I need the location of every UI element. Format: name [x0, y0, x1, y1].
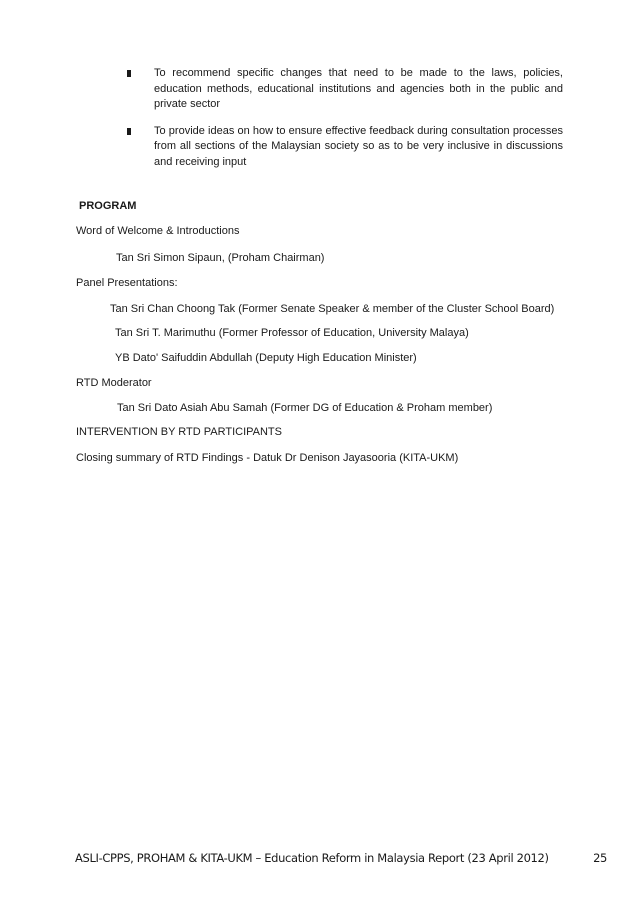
closing-item: Closing summary of RTD Findings - Datuk Dr Denison Jayasooria (KITA-UKM) [76, 452, 459, 464]
footer-text: ASLI-CPPS, PROHAM & KITA-UKM – Education Reform in Malaysia Report (23 April 2012) [75, 851, 549, 865]
objectives-list [123, 66, 563, 181]
objective-text: To provide ideas on how to ensure effective feedback during consultation processes from all sections of the Malaysian society so as to be very inclusive in discussions and receiving input [154, 124, 563, 168]
moderator-name: Tan Sri Dato Asiah Abu Samah (Former DG of Education & Proham member) [117, 402, 493, 414]
panelist: YB Dato' Saifuddin Abdullah (Deputy High Education Minister) [115, 352, 417, 364]
square-bullet-icon [127, 128, 131, 135]
panelist: Tan Sri T. Marimuthu (Former Professor of Education, University Malaya) [115, 327, 469, 339]
page-number: 25 [593, 851, 607, 865]
page-footer [75, 851, 607, 865]
panelist: Tan Sri Chan Choong Tak (Former Senate Speaker & member of the Cluster School Board) [110, 303, 555, 315]
program-heading: PROGRAM [79, 200, 137, 212]
list-item [123, 124, 563, 171]
welcome-speaker: Tan Sri Simon Sipaun, (Proham Chairman) [116, 252, 325, 264]
objective-text: To recommend specific changes that need to be made to the laws, policies, education methods, educational institutions and agencies both in the public and private sector [154, 67, 563, 110]
square-bullet-icon [127, 70, 131, 77]
moderator-label: RTD Moderator [76, 377, 152, 389]
panel-label: Panel Presentations: [76, 277, 178, 289]
intervention-item: INTERVENTION BY RTD PARTICIPANTS [76, 426, 282, 438]
welcome-label: Word of Welcome & Introductions [76, 225, 240, 237]
list-item [123, 66, 563, 113]
